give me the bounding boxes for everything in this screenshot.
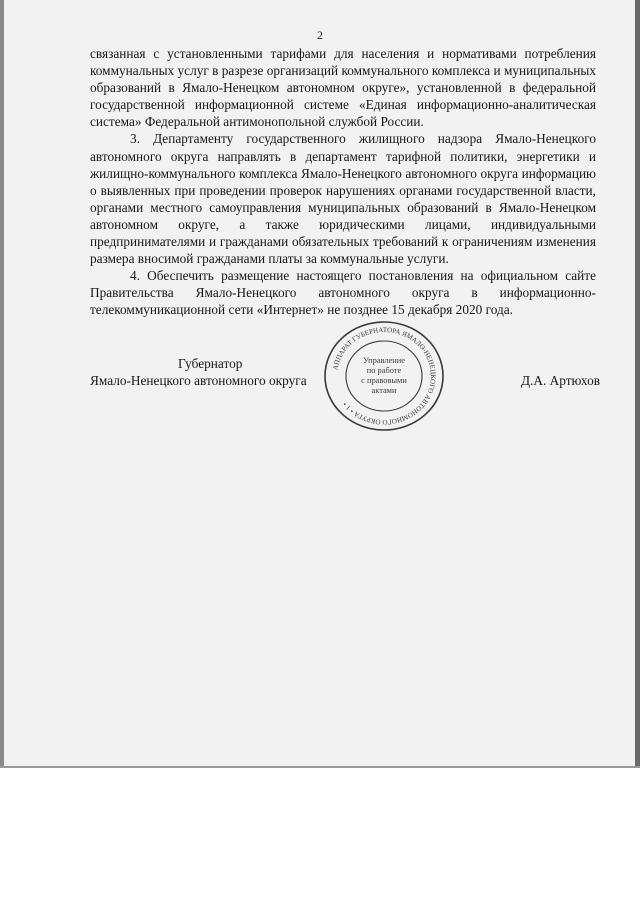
- official-stamp-seal: [322, 320, 446, 432]
- scan-bottom-edge: [0, 766, 640, 768]
- signatory-name: Д.А. Артюхов: [520, 373, 600, 388]
- paragraph-item-3: 3. Департаменту государственного жилищного надзора Ямало-Ненецкого автономного округа направлять в департамент тарифной политики, энергетики и жилищно-коммунального комплекса Ямало-Ненецкого автономного округа информацию о выявленных при проведении проверок нарушениях органами государственной власти, органами местного самоуправления муниципальных образований в Ямало-Ненецком автономном округе, а также юридическими лицами, индивидуальными предпринимателями и гражданами обязательных требований к ограничениям изменения размера вносимой гражданами платы за коммунальные услуги.: [90, 131, 596, 267]
- stamp-center-line-4: актами: [371, 386, 397, 395]
- signatory-organization: Ямало-Ненецкого автономного округа: [90, 373, 307, 388]
- signatory-title: Губернатор: [178, 356, 243, 371]
- stamp-ring-text: АППАРАТ ГУБЕРНАТОРА ЯМАЛО-НЕНЕЦКОГО АВТОНОМНОГО ОКРУГА • 1 •: [331, 325, 438, 427]
- page-number: 2: [317, 28, 323, 42]
- stamp-center-line-1: Управление: [362, 356, 406, 365]
- paragraph-item-4: 4. Обеспечить размещение настоящего постановления на официальном сайте Правительства Ямало-Ненецкого автономного округа в информационно-телекоммуникационной сети «Интернет» не позднее 15 декабря 2020 года.: [90, 268, 596, 318]
- paragraph-continuation: связанная с установленными тарифами для населения и нормативами потребления коммунальных услуг в разрезе организаций коммунального комплекса и муниципальных образований в Ямало-Ненецком автономном округе», установленной в федеральной государственной информационной системе «Единая информационно-аналитическая система» Федеральной антимонопольной службой России.: [90, 46, 596, 130]
- stamp-center-line-3: с правовыми: [361, 376, 407, 385]
- document-body: [90, 45, 596, 319]
- stamp-center-line-2: по работе: [366, 366, 402, 375]
- scan-right-edge: [635, 0, 640, 766]
- scan-left-edge: [0, 0, 4, 766]
